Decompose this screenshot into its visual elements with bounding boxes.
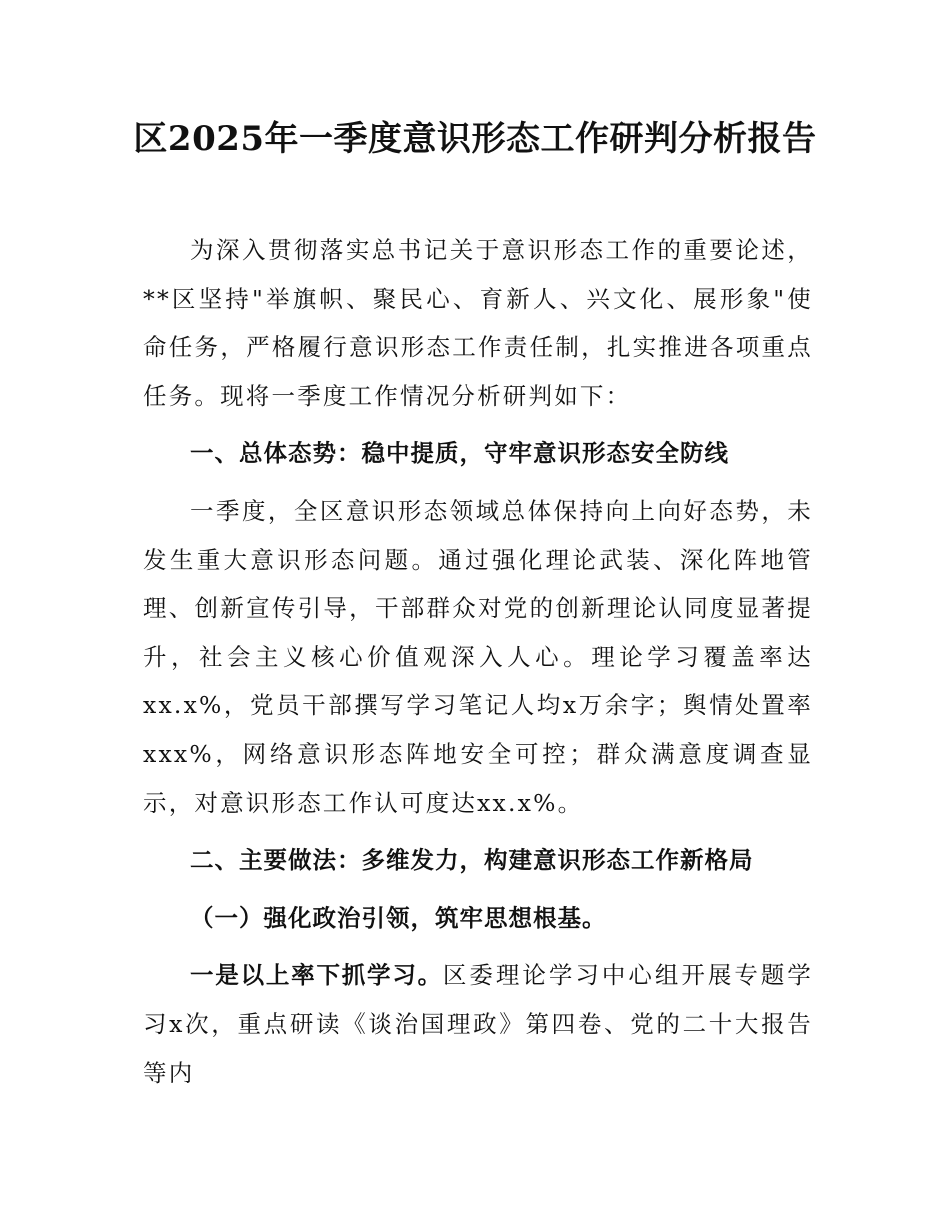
- document-body: [143, 226, 813, 1097]
- subsection-1-heading: （一）强化政治引领，筑牢思想根基。: [190, 903, 607, 932]
- section-2-heading: 二、主要做法：多维发力，构建意识形态工作新格局: [190, 846, 754, 875]
- document-title: 区2025年一季度意识形态工作研判分析报告: [133, 119, 817, 159]
- section-1-paragraph: 一季度，全区意识形态领域总体保持向上向好态势，未发生重大意识形态问题。通过强化理论武装、深化阵地管理、创新宣传引导，干部群众对党的创新理论认同度显著提升，社会主义核心价值观深入人心。理论学习覆盖率达xx.x%，党员干部撰写学习笔记人均x万余字；舆情处置率xxx%，网络意识形态阵地安全可控；群众满意度调查显示，对意识形态工作认可度达xx.x%。: [143, 496, 813, 817]
- subsection-1-text: 区委理论学习中心组开展专题学习x次，重点研读《谈治国理政》第四卷、党的二十大报告等内: [143, 961, 814, 1087]
- subsection-1-lead: 一是以上率下抓学习。: [190, 961, 443, 990]
- intro-paragraph: 为深入贯彻落实总书记关于意识形态工作的重要论述，**区坚持"举旗帜、聚民心、育新人、兴文化、展形象"使命任务，严格履行意识形态工作责任制，扎实推进各项重点任务。现将一季度工作情况分析研判如下：: [143, 236, 813, 410]
- subsection-1-paragraph: [143, 951, 813, 1097]
- section-1-heading: 一、总体态势：稳中提质，守牢意识形态安全防线: [190, 439, 729, 468]
